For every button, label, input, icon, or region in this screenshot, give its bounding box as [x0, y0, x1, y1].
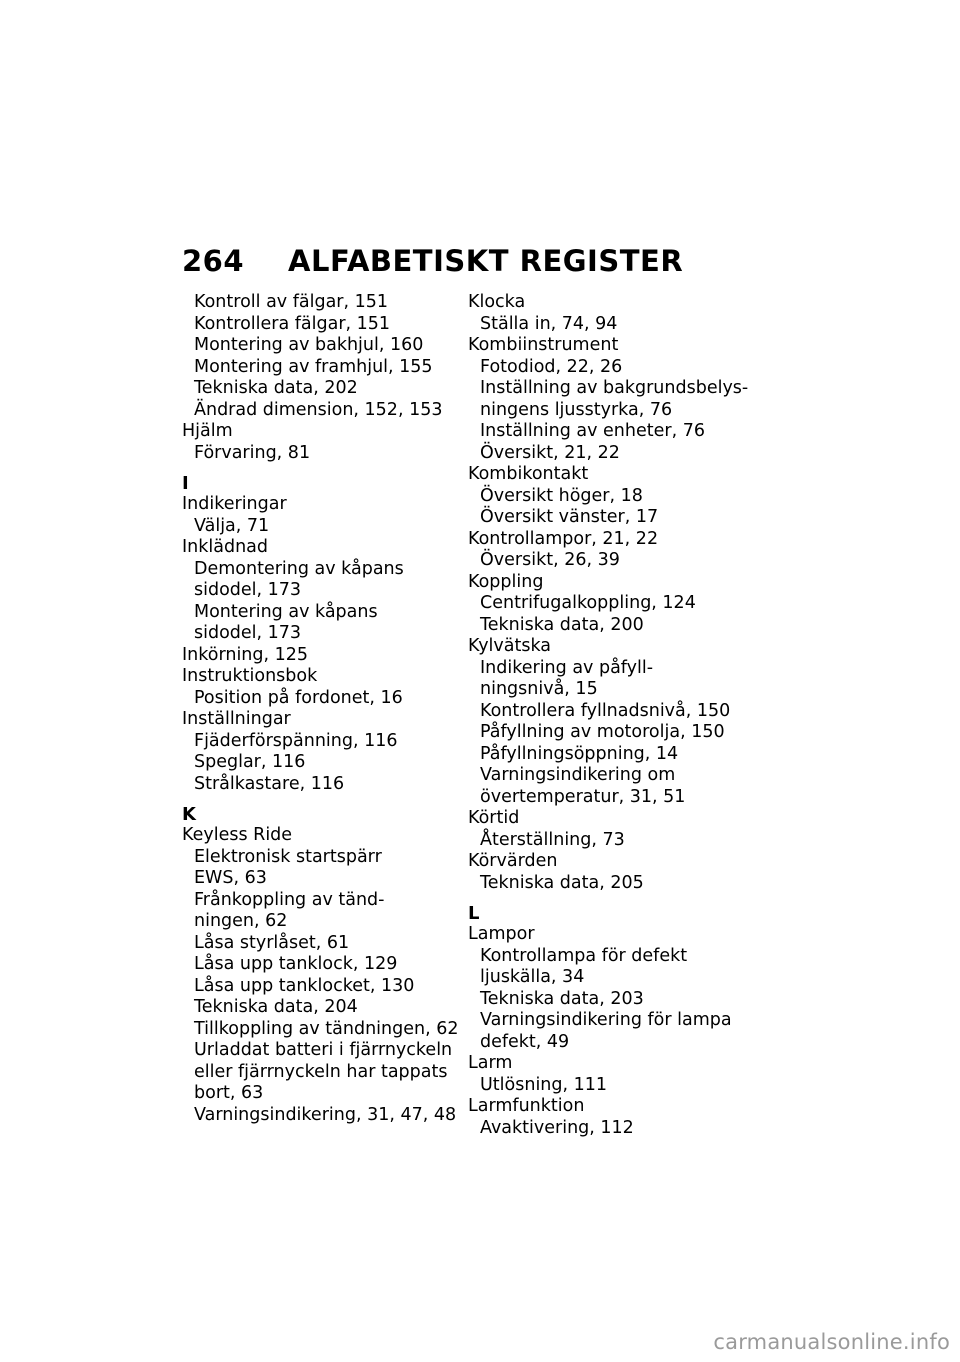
index-subentry: eller fjärrnyckeln har tappats [194, 1061, 448, 1082]
index-subentry: Låsa upp tanklocket, 130 [194, 975, 415, 996]
index-subentry: Kontroll av fälgar, 151 [194, 292, 389, 312]
index-subentry: EWS, 63 [194, 868, 267, 888]
index-subentry: Fotodiod, 22, 26 [480, 356, 623, 377]
index-subentry: Inställning av bakgrundsbelys- [480, 378, 749, 398]
index-entry: Larm [468, 1053, 513, 1073]
index-subentry: Påfyllning av motorolja, 150 [480, 722, 725, 742]
index-subentry: Välja, 71 [194, 515, 270, 536]
index-entry: Kylvätska [468, 636, 552, 656]
index-column-right [468, 292, 748, 1139]
index-entry: Klocka [468, 292, 526, 312]
index-subentry: Frånkoppling av tänd- [194, 889, 385, 910]
index-subentry: Översikt, 26, 39 [480, 550, 620, 570]
page-title: ALFABETISKT REGISTER [288, 244, 684, 278]
index-subentry: Montering av framhjul, 155 [194, 356, 433, 377]
index-subentry: Varningsindikering, 31, 47, 48 [194, 1104, 457, 1125]
index-subentry: Tekniska data, 204 [194, 997, 358, 1017]
index-subentry: övertemperatur, 31, 51 [480, 786, 686, 807]
page-header [182, 244, 683, 278]
index-subentry: Strålkastare, 116 [194, 773, 345, 794]
index-subentry: sidodel, 173 [194, 623, 302, 643]
index-entry: Keyless Ride [182, 825, 293, 845]
index-subentry: Tekniska data, 205 [480, 872, 644, 893]
index-subentry: Ställa in, 74, 94 [480, 313, 618, 334]
index-subentry: Centrifugalkoppling, 124 [480, 593, 696, 613]
index-subentry: Kontrollera fälgar, 151 [194, 313, 391, 334]
index-subentry: bort, 63 [194, 1083, 264, 1103]
index-entry: Körtid [468, 808, 520, 828]
index-subentry: Avaktivering, 112 [480, 1117, 634, 1138]
index-subentry: Översikt vänster, 17 [480, 507, 659, 527]
index-entry: Kombiinstrument [468, 335, 619, 355]
index-subentry: Position på fordonet, 16 [194, 687, 403, 708]
watermark: carmanualsonline.info [713, 1330, 950, 1354]
index-subentry: Varningsindikering för lampa [480, 1010, 732, 1030]
index-subentry: Kontrollera fyllnadsnivå, 150 [480, 700, 731, 721]
index-subentry: ningen, 62 [194, 911, 288, 931]
index-subentry: sidodel, 173 [194, 580, 302, 600]
index-subentry: Tillkoppling av tändningen, 62 [194, 1018, 459, 1039]
index-subentry: Låsa upp tanklock, 129 [194, 954, 398, 974]
index-subentry: Varningsindikering om [480, 765, 676, 785]
index-subentry: Tekniska data, 200 [480, 614, 644, 635]
index-entry: Indikeringar [182, 494, 287, 514]
index-entry: Kontrollampor, 21, 22 [468, 528, 659, 549]
index-entry: Kombikontakt [468, 464, 589, 484]
index-subentry: Låsa styrlåset, 61 [194, 932, 350, 953]
index-entry: Instruktionsbok [182, 666, 318, 686]
index-subentry: Indikering av påfyll- [480, 657, 654, 678]
index-letter: K [182, 804, 196, 825]
index-entry: Hjälm [182, 421, 233, 441]
index-entry: Inkörning, 125 [182, 644, 309, 665]
index-entry: Larmfunktion [468, 1096, 585, 1116]
index-entry: Lampor [468, 924, 535, 944]
index-letter: I [182, 473, 189, 494]
index-subentry: Tekniska data, 203 [480, 988, 644, 1009]
index-subentry: Inställning av enheter, 76 [480, 421, 705, 441]
index-subentry: Urladdat batteri i fjärrnyckeln [194, 1040, 453, 1060]
index-subentry: Montering av kåpans [194, 601, 378, 622]
index-subentry: Kontrollampa för defekt [480, 945, 688, 966]
index-entry: Körvärden [468, 851, 558, 871]
index-subentry: Översikt, 21, 22 [480, 442, 620, 463]
index-entry: Inklädnad [182, 537, 269, 557]
index-entry: Inställningar [182, 709, 291, 729]
page-number: 264 [182, 244, 245, 278]
index-subentry: defekt, 49 [480, 1031, 570, 1052]
index-subentry: ningens ljusstyrka, 76 [480, 399, 673, 420]
index-subentry: Påfyllningsöppning, 14 [480, 743, 679, 764]
index-subentry: Förvaring, 81 [194, 442, 311, 463]
index-column-left [182, 292, 462, 1126]
index-subentry: Återställning, 73 [480, 829, 625, 850]
index-letter: L [468, 903, 480, 924]
index-subentry: Utlösning, 111 [480, 1074, 608, 1095]
index-subentry: Speglar, 116 [194, 752, 306, 772]
index-subentry: Fjäderförspänning, 116 [194, 730, 398, 751]
index-subentry: Översikt höger, 18 [480, 485, 643, 506]
index-subentry: Demontering av kåpans [194, 558, 404, 579]
index-entry: Koppling [468, 571, 544, 592]
index-subentry: ljuskälla, 34 [480, 967, 585, 987]
index-subentry: Ändrad dimension, 152, 153 [194, 399, 443, 420]
index-subentry: Montering av bakhjul, 160 [194, 335, 424, 355]
index-subentry: Elektronisk startspärr [194, 846, 382, 867]
index-subentry: ningsnivå, 15 [480, 679, 598, 699]
index-subentry: Tekniska data, 202 [194, 378, 358, 398]
